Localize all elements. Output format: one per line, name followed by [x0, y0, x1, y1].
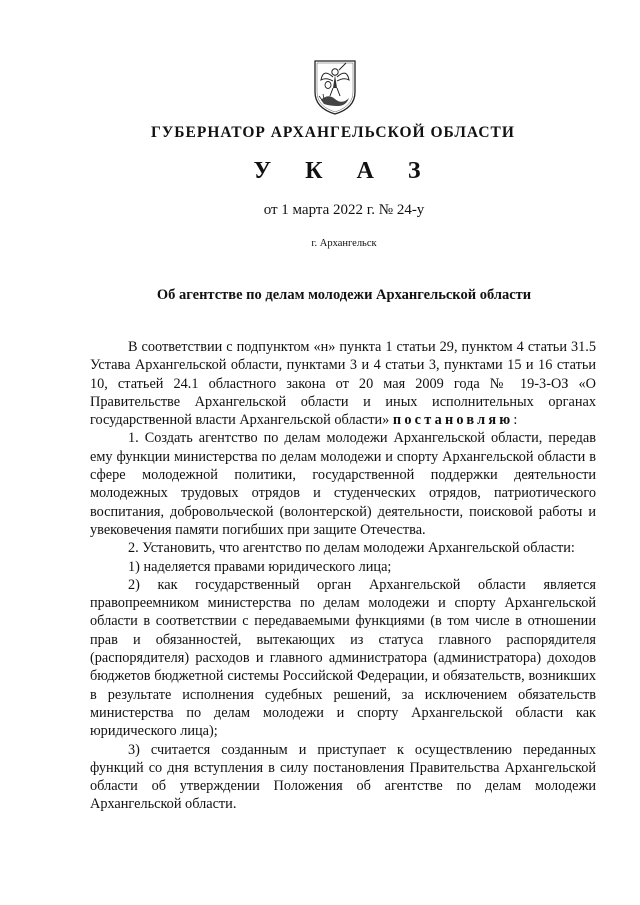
item-2-subitem-2: 2) как государственный орган Архангельской области является правопреемником министерства по делам молодежи и спорту Архангельской области в соответствии с передаваемыми функциями (в том числе в отношении прав и обязанностей, вытекающих из статуса главного распорядителя (распорядителя) расходов и главного администратора (администратора) доходов бюджетов бюджетной системы Российской Федерации, и обязательств, возникших в результате исполнения судебных решений, за исключением обязательств министерства по делам молодежи и спорту Архангельской области как юридического лица);	[90, 576, 596, 740]
document-date-number: от 1 марта 2022 г. № 24-у	[263, 202, 425, 218]
item-2-paragraph: 2. Установить, что агентство по делам молодежи Архангельской области:	[128, 540, 575, 557]
decree-colon: :	[513, 412, 518, 429]
item-2-subitem-1: 1) наделяется правами юридического лица;	[128, 558, 392, 575]
governor-title: ГУБЕРНАТОР АРХАНГЕЛЬСКОЙ ОБЛАСТИ	[151, 124, 515, 141]
coat-of-arms-arkhangelsk-icon	[312, 58, 358, 116]
decree-word: постановляю	[392, 412, 514, 429]
item-1-paragraph: 1. Создать агентство по делам молодежи Архангельской области, передав ему функции министерства по делам молодежи и спорту Архангельской области в сфере молодежной политики, государственной поддержки деятельности молодежных трудовых отрядов и студенческих отрядов, патриотического воспитания, добровольческой (волонтерской) деятельности, поисковой работы и увековечения памяти погибших при защите Отечества.	[90, 430, 596, 538]
document-body	[90, 338, 596, 814]
document-subject: Об агентстве по делам молодежи Архангельской области	[156, 287, 532, 303]
item-2-subitem-3: 3) считается созданным и приступает к осуществлению переданных функций со дня вступления в силу постановления Правительства Архангельской области об утверждении Положения об агентстве по делам молодежи Архангельской области.	[90, 741, 596, 813]
preamble-paragraph	[90, 338, 596, 429]
document-city: г. Архангельск	[311, 238, 377, 249]
preamble-text: В соответствии с подпунктом «н» пункта 1 статьи 29, пунктом 4 статьи 31.5 Устава Архангельской области, пунктами 3 и 4 статьи 3, пунктами 15 и 16 статьи 10, статьей 24.1 областного закона от 20 мая 2009 года № 19-3-ОЗ «О Правительстве Архангельской области и иных исполнительных органах государственной власти Архангельской области»	[90, 339, 596, 429]
document-type: У К А З	[253, 158, 435, 184]
